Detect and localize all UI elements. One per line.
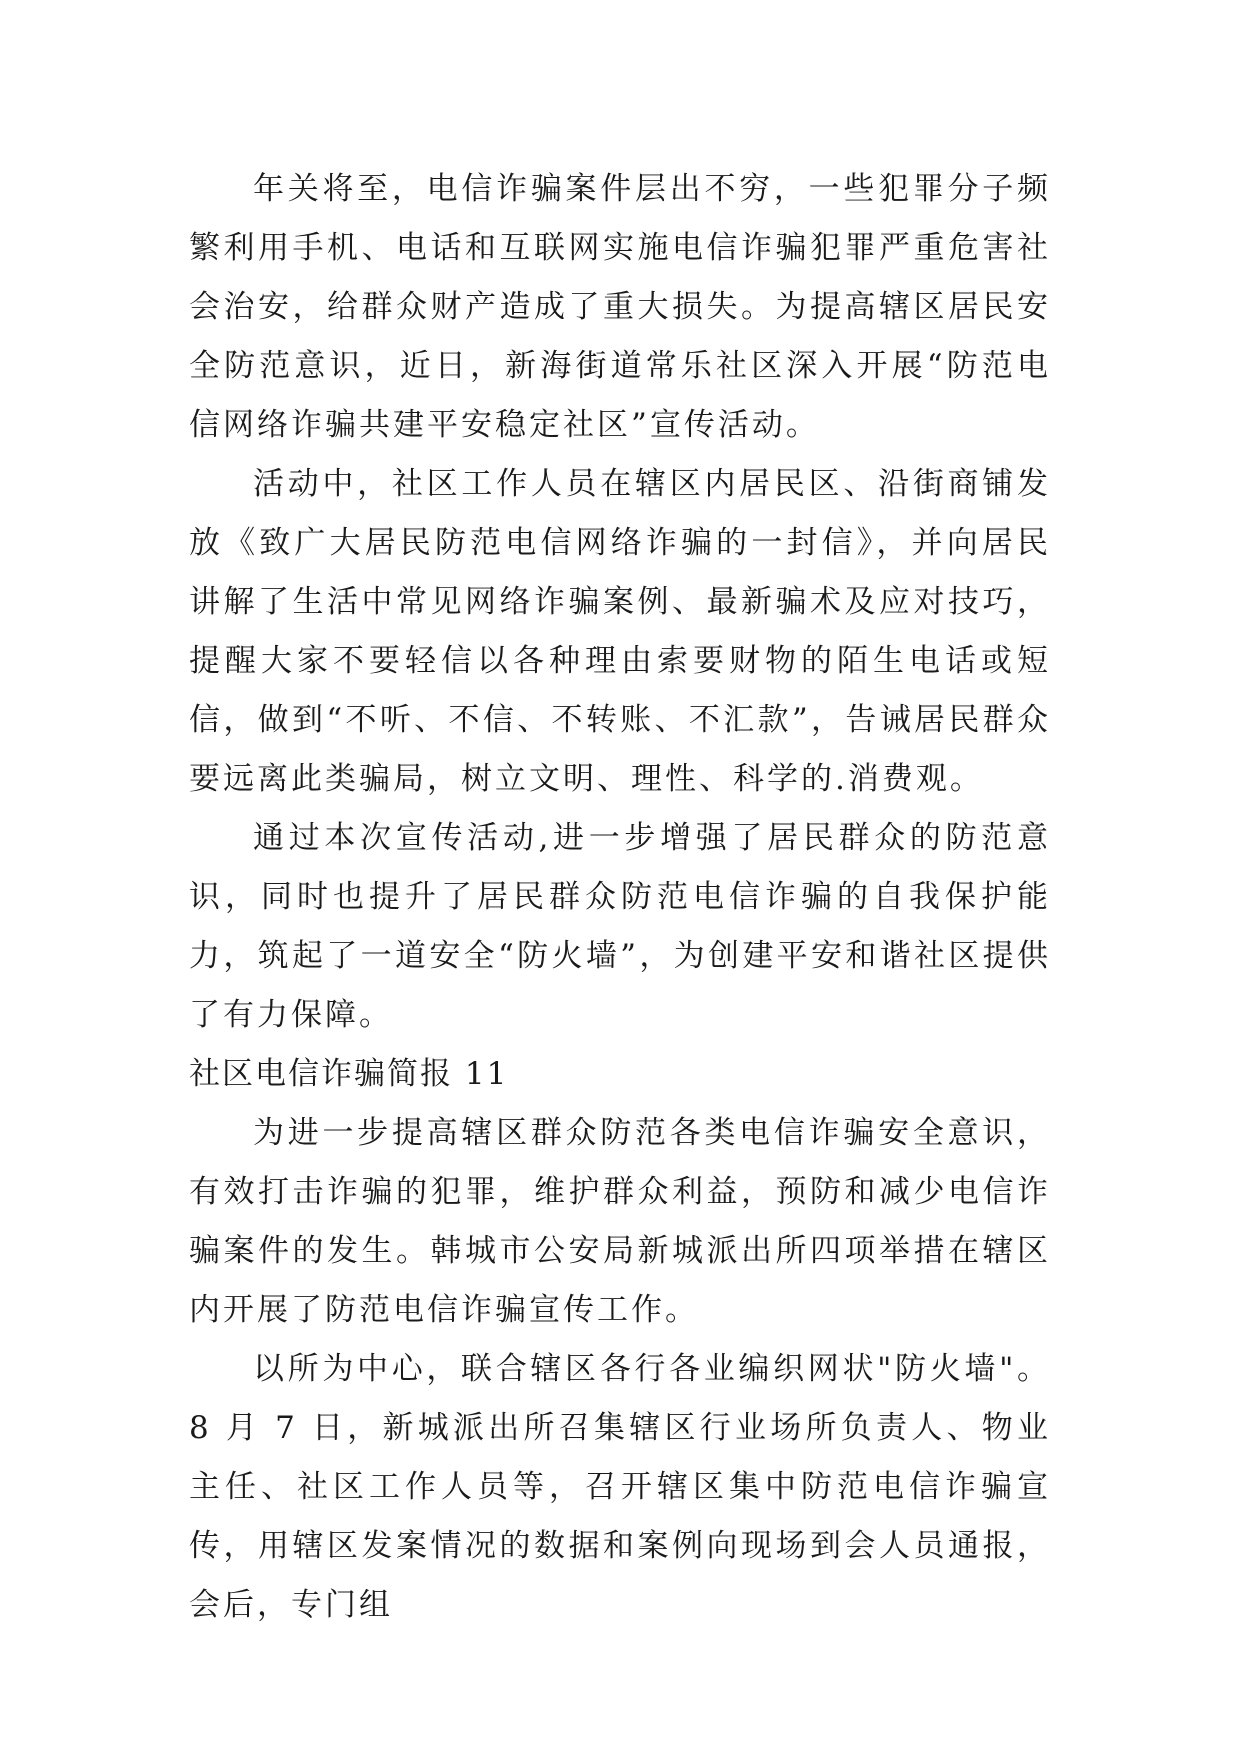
paragraph-intro: 年关将至，电信诈骗案件层出不穷，一些犯罪分子频繁利用手机、电话和互联网实施电信诈骗犯罪严重危害社会治安，给群众财产造成了重大损失。为提高辖区居民安全防范意识，近日，新海街道常乐社区深入开展“防范电信网络诈骗共建平安稳定社区”宣传活动。 bbox=[189, 171, 1051, 443]
paragraph-activity: 活动中，社区工作人员在辖区内居民区、沿街商铺发放《致广大居民防范电信网络诈骗的一封信》，并向居民讲解了生活中常见网络诈骗案例、最新骗术及应对技巧，提醒大家不要轻信以各种理由索要财物的陌生电话或短信，做到“不听、不信、不转账、不汇款”，告诫居民群众要远离此类骗局，树立文明、理性、科学的.消费观。 bbox=[189, 466, 1051, 797]
paragraph-result: 通过本次宣传活动,进一步增强了居民群众的防范意识，同时也提升了居民群众防范电信诈骗的自我保护能力，筑起了一道安全“防火墙”，为创建平安和谐社区提供了有力保障。 bbox=[189, 820, 1051, 1033]
paragraph-measures: 以所为中心，联合辖区各行各业编织网状"防火墙"。8 月 7 日，新城派出所召集辖区行业场所负责人、物业主任、社区工作人员等，召开辖区集中防范电信诈骗宣传，用辖区发案情况的数据和案例向现场到会人员通报，会后，专门组 bbox=[189, 1351, 1051, 1623]
section-heading: 社区电信诈骗简报 11 bbox=[189, 1056, 509, 1092]
paragraph-purpose: 为进一步提高辖区群众防范各类电信诈骗安全意识，有效打击诈骗的犯罪，维护群众利益，预防和减少电信诈骗案件的发生。韩城市公安局新城派出所四项举措在辖区内开展了防范电信诈骗宣传工作。 bbox=[189, 1115, 1051, 1328]
document-body bbox=[189, 160, 1051, 1635]
